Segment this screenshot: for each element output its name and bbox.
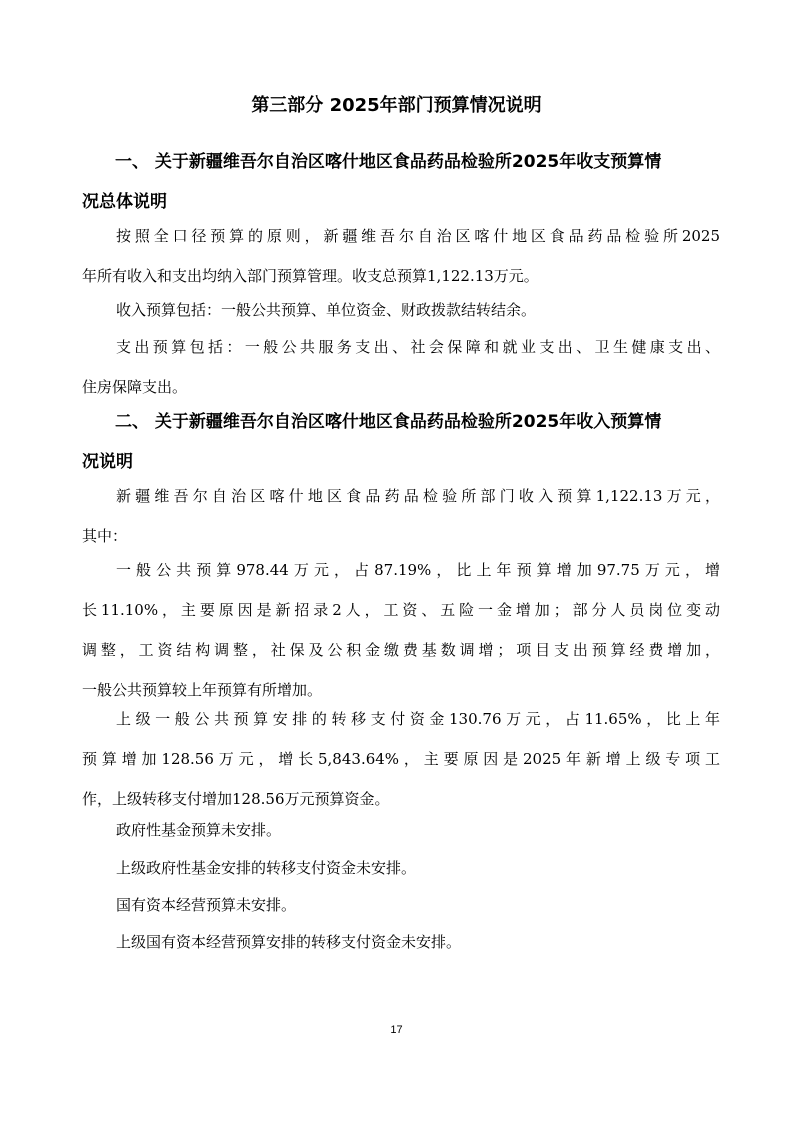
paragraph-line: 住房保障支出。 [82, 378, 188, 396]
section1-paragraph-2 [82, 290, 720, 330]
section2-paragraph-6 [82, 885, 720, 925]
page-number: 17 [390, 1024, 403, 1036]
section2-paragraph-3 [82, 699, 720, 819]
paragraph-line: 一般公共预算较上年预算有所增加。 [82, 681, 323, 699]
paragraph-line: 支出预算包括：一般公共服务支出、社会保障和就业支出、卫生健康支出、 [116, 338, 720, 356]
paragraph-line: 其中： [82, 527, 128, 545]
paragraph-line: 一般公共预算978.44万元，占87.19%，比上年预算增加97.75万元，增 [116, 561, 720, 579]
paragraph-line: 按照全口径预算的原则，新疆维吾尔自治区喀什地区食品药品检验所2025 [116, 227, 720, 245]
paragraph-line: 年所有收入和支出均纳入部门预算管理。收支总预算1,122.13万元。 [82, 267, 539, 285]
section1-paragraph-1 [82, 216, 720, 296]
section1-heading-line1: 一、 关于新疆维吾尔自治区喀什地区食品药品检验所2025年收支预算情 [115, 152, 662, 172]
page-title: 第三部分 2025年部门预算情况说明 [251, 95, 542, 116]
paragraph-line: 国有资本经营预算未安排。 [116, 896, 297, 914]
section2-heading [82, 402, 715, 482]
section2-paragraph-4 [82, 810, 720, 850]
section2-paragraph-7 [82, 922, 720, 962]
paragraph-line: 上级政府性基金安排的转移支付资金未安排。 [116, 859, 417, 877]
paragraph-line: 收入预算包括：一般公共预算、单位资金、财政拨款结转结余。 [116, 301, 537, 319]
section1-heading-line2: 况总体说明 [82, 192, 167, 212]
paragraph-line: 作，上级转移支付增加128.56万元预算资金。 [82, 790, 390, 808]
section1-paragraph-3 [82, 327, 720, 407]
paragraph-line: 上级国有资本经营预算安排的转移支付资金未安排。 [116, 933, 462, 951]
section2-paragraph-1 [82, 476, 720, 556]
section2-paragraph-2 [82, 550, 720, 710]
paragraph-line: 新疆维吾尔自治区喀什地区食品药品检验所部门收入预算1,122.13万元， [116, 487, 720, 505]
paragraph-line: 长11.10%，主要原因是新招录2人，工资、五险一金增加；部分人员岗位变动 [82, 601, 720, 619]
paragraph-line: 政府性基金预算未安排。 [116, 821, 282, 839]
section2-paragraph-5 [82, 848, 720, 888]
paragraph-line: 预算增加128.56万元，增长5,843.64%，主要原因是2025年新增上级专项工 [82, 750, 720, 768]
paragraph-line: 调整，工资结构调整，社保及公积金缴费基数调增；项目支出预算经费增加， [82, 641, 720, 659]
section2-heading-line1: 二、 关于新疆维吾尔自治区喀什地区食品药品检验所2025年收入预算情 [115, 412, 662, 432]
section2-heading-line2: 况说明 [82, 452, 133, 472]
section1-heading [82, 142, 715, 222]
paragraph-line: 上级一般公共预算安排的转移支付资金130.76万元，占11.65%，比上年 [116, 710, 720, 728]
